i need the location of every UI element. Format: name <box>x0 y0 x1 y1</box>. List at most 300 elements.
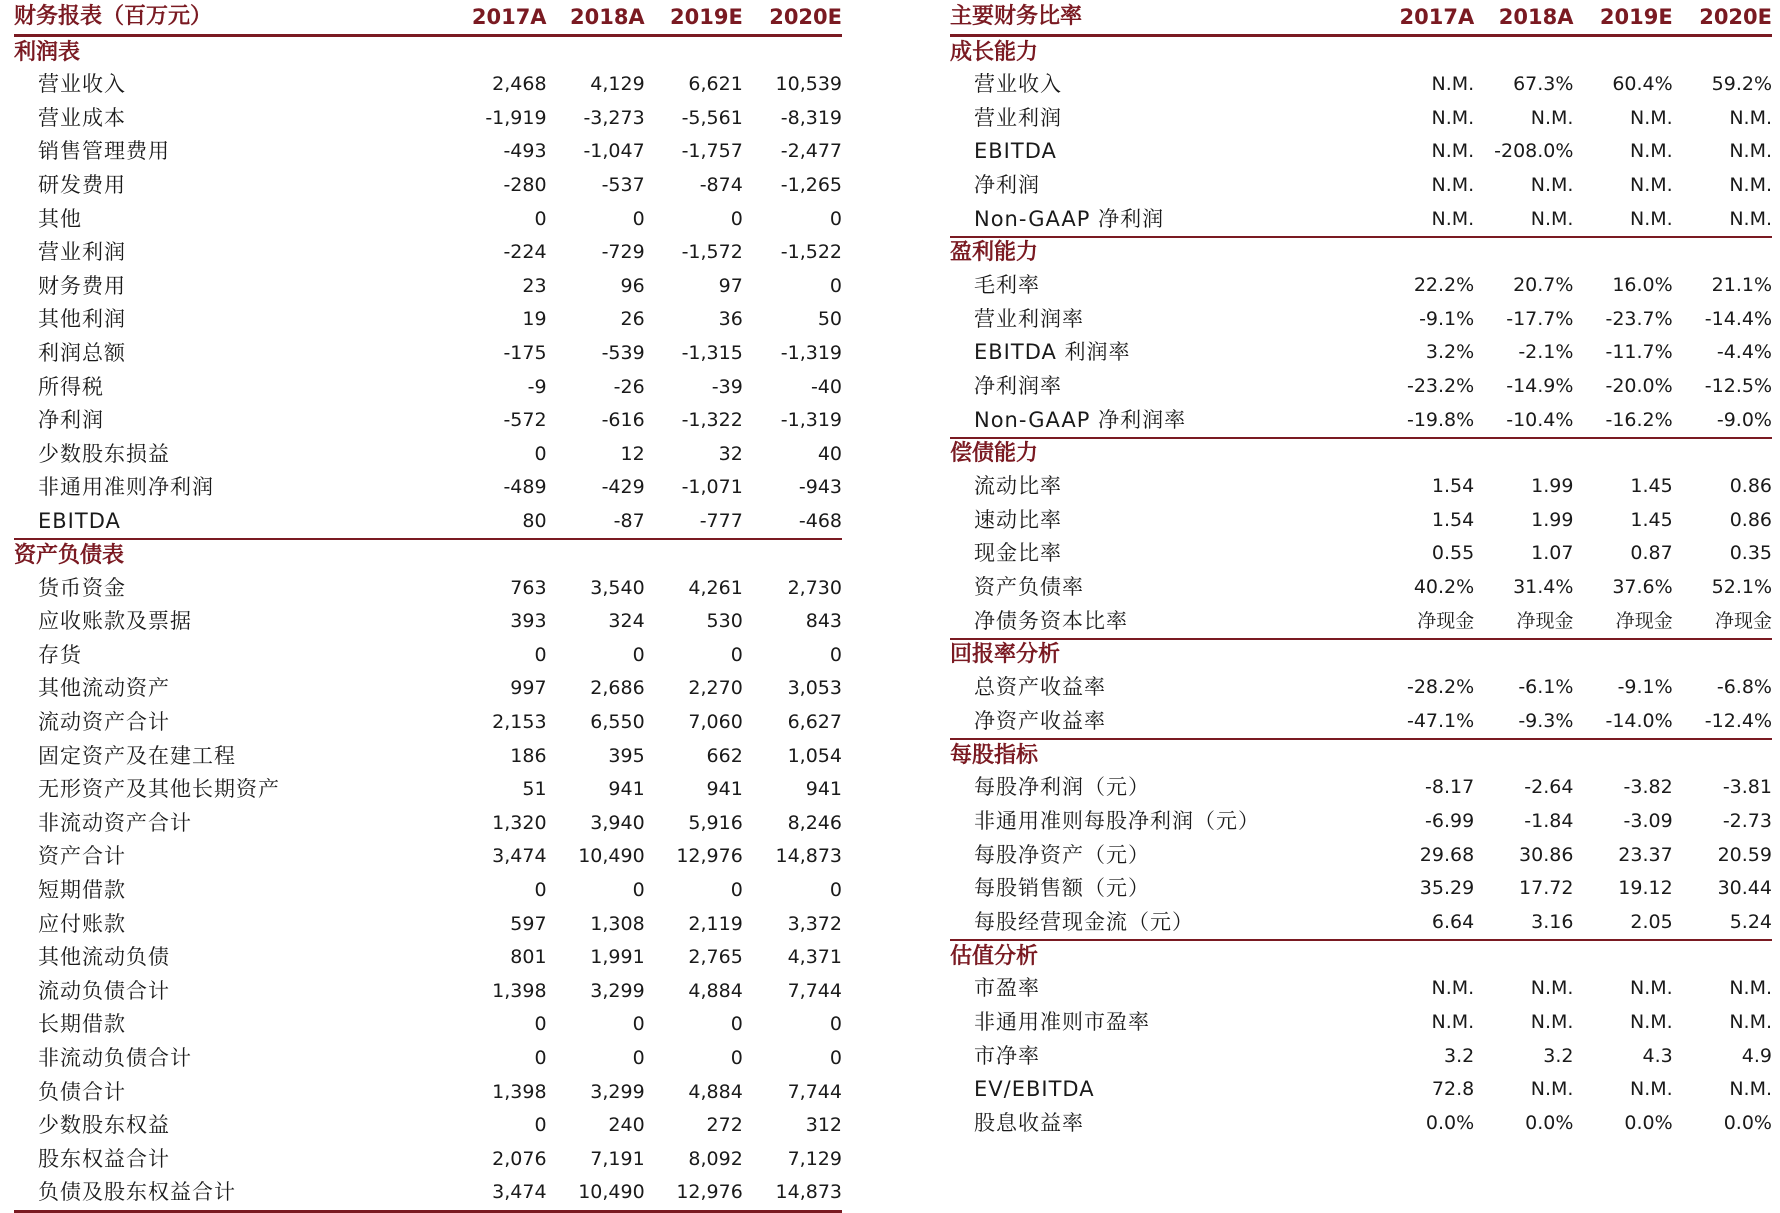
row-label: 其他 <box>38 206 82 231</box>
cell-value: -539 <box>601 342 645 365</box>
cell-value: -777 <box>645 505 743 540</box>
table-row <box>14 773 842 807</box>
cell-value: 4,884 <box>688 1080 743 1103</box>
row-label: 总资产收益率 <box>974 675 1106 700</box>
cell-value: -14.9% <box>1506 375 1574 398</box>
year-header: 2019E <box>645 0 743 36</box>
table-row <box>14 404 842 438</box>
row-label: 负债及股东权益合计 <box>14 1176 443 1211</box>
row-label: 货币资金 <box>38 575 126 600</box>
cell-value: 997 <box>510 677 547 700</box>
table-row <box>14 907 842 941</box>
cell-value: 4,129 <box>590 73 645 96</box>
row-label: 负债合计 <box>38 1079 126 1104</box>
row-label: 少数股东权益 <box>38 1113 170 1138</box>
cell-value: N.M. <box>1431 106 1475 129</box>
cell-value: 4.3 <box>1642 1044 1673 1067</box>
table-row <box>14 236 842 270</box>
cell-value: 2,765 <box>688 946 743 969</box>
table-row <box>14 941 842 975</box>
cell-value: -26 <box>613 375 645 398</box>
cell-value: 80 <box>443 505 546 540</box>
cell-value: 0 <box>534 207 547 230</box>
cell-value: -9 <box>527 375 547 398</box>
cell-value: -1,047 <box>583 140 645 163</box>
table-row <box>14 102 842 136</box>
cell-value: 净现金 <box>1474 604 1573 639</box>
cell-value: -40 <box>810 375 842 398</box>
cell-value: 35.29 <box>1419 877 1475 900</box>
cell-value: 0 <box>534 1013 547 1036</box>
row-label: Non-GAAP 净利润率 <box>950 403 1364 438</box>
cell-value: 12 <box>620 442 645 465</box>
cell-value: 30.44 <box>1717 877 1772 900</box>
section-header-row <box>14 539 842 571</box>
table-row <box>14 135 842 169</box>
financial-statements-title: 财务报表（百万元） <box>14 0 443 36</box>
cell-value: -9.1% <box>1419 307 1475 330</box>
table-row <box>950 1006 1772 1040</box>
row-label: 长期借款 <box>38 1012 126 1037</box>
table-row <box>14 571 842 605</box>
cell-value: 1.99 <box>1531 508 1574 531</box>
cell-value: 1.45 <box>1630 508 1673 531</box>
row-label: 市盈率 <box>974 976 1040 1001</box>
cell-value: N.M. <box>1530 1010 1574 1033</box>
table-row <box>14 438 842 472</box>
cell-value: 0 <box>534 1046 547 1069</box>
table-row <box>950 571 1772 605</box>
cell-value: 净现金 <box>1573 604 1672 639</box>
cell-value: 843 <box>805 610 842 633</box>
cell-value: 4,261 <box>688 576 743 599</box>
section-header-row <box>950 940 1772 972</box>
row-label: 现金比率 <box>974 541 1062 566</box>
cell-value: 60.4% <box>1612 73 1673 96</box>
cell-value: 52.1% <box>1711 576 1772 599</box>
cell-value: N.M. <box>1431 977 1475 1000</box>
row-label: 流动负债合计 <box>38 978 170 1003</box>
table-row <box>950 671 1772 705</box>
cell-value: -729 <box>601 241 645 264</box>
cell-value: -14.0% <box>1573 705 1672 740</box>
table-row <box>950 1039 1772 1073</box>
cell-value: 6,627 <box>787 710 842 733</box>
cell-value: -1,322 <box>681 409 743 432</box>
cell-value: 1.99 <box>1531 475 1574 498</box>
cell-value: 40 <box>817 442 842 465</box>
row-label: 净资产收益率 <box>950 705 1364 740</box>
cell-value: 3,540 <box>590 576 645 599</box>
row-label: EV/EBITDA <box>974 1077 1095 1102</box>
cell-value: N.M. <box>1573 202 1672 237</box>
row-label: 每股净资产（元） <box>974 842 1150 867</box>
row-label: 营业成本 <box>38 105 126 130</box>
table-row <box>14 739 842 773</box>
cell-value: 2,076 <box>492 1147 547 1170</box>
cell-value: -16.2% <box>1573 403 1672 438</box>
row-label: 毛利率 <box>974 273 1040 298</box>
cell-value: N.M. <box>1729 1078 1772 1101</box>
table-row <box>950 838 1772 872</box>
cell-value: -8,319 <box>780 106 842 129</box>
cell-value: 801 <box>510 946 547 969</box>
cell-value: 0 <box>829 207 842 230</box>
cell-value: N.M. <box>1729 977 1772 1000</box>
table-row <box>950 1073 1772 1107</box>
cell-value: 0 <box>829 1046 842 1069</box>
financial-ratios-header-row <box>950 0 1772 36</box>
row-label: 营业利润率 <box>974 306 1084 331</box>
row-label: 资产负债率 <box>974 575 1084 600</box>
cell-value: 941 <box>805 778 842 801</box>
year-header: 2019E <box>1573 0 1672 36</box>
row-label: 所得税 <box>38 374 104 399</box>
row-label: 资产合计 <box>38 844 126 869</box>
table-row <box>14 471 842 505</box>
cell-value: -17.7% <box>1506 307 1574 330</box>
cell-value: -489 <box>503 476 547 499</box>
cell-value: -3.82 <box>1623 776 1673 799</box>
cell-value: 6,550 <box>590 710 645 733</box>
cell-value: N.M. <box>1630 106 1673 129</box>
row-label: 非通用准则每股净利润（元） <box>974 808 1260 833</box>
table-row <box>14 974 842 1008</box>
row-label: 短期借款 <box>38 877 126 902</box>
table-row <box>950 135 1772 169</box>
cell-value: -20.0% <box>1605 375 1673 398</box>
table-row <box>950 102 1772 136</box>
cell-value: 0 <box>730 878 743 901</box>
cell-value: 312 <box>805 1114 842 1137</box>
cell-value: 10,490 <box>578 845 645 868</box>
cell-value: 3.16 <box>1474 905 1573 940</box>
cell-value: 941 <box>608 778 645 801</box>
cell-value: -87 <box>547 505 645 540</box>
cell-value: -12.4% <box>1673 705 1772 740</box>
financial-statements-table <box>14 0 842 1213</box>
cell-value: 2,686 <box>590 677 645 700</box>
cell-value: N.M. <box>1630 1010 1673 1033</box>
financial-statements-panel <box>14 0 842 1213</box>
section-title: 利润表 <box>14 39 81 65</box>
cell-value: 26 <box>620 308 645 331</box>
cell-value: 3,372 <box>787 912 842 935</box>
cell-value: 0.0% <box>1624 1111 1673 1134</box>
cell-value: 37.6% <box>1612 576 1673 599</box>
cell-value: 1.54 <box>1431 508 1475 531</box>
cell-value: N.M. <box>1630 174 1673 197</box>
cell-value: 662 <box>706 744 743 767</box>
row-label: Non-GAAP 净利润 <box>950 202 1364 237</box>
row-label: 应付账款 <box>38 911 126 936</box>
row-label: 无形资产及其他长期资产 <box>38 777 280 802</box>
cell-value: -10.4% <box>1474 403 1573 438</box>
cell-value: N.M. <box>1364 202 1475 237</box>
section-title: 回报率分析 <box>950 642 1061 668</box>
cell-value: -1,319 <box>780 409 842 432</box>
cell-value: 30.86 <box>1519 843 1574 866</box>
cell-value: 0.0% <box>1425 1111 1475 1134</box>
table-row <box>950 269 1772 303</box>
cell-value: 2,270 <box>688 677 743 700</box>
table-row <box>14 505 842 540</box>
cell-value: 20.59 <box>1717 843 1772 866</box>
table-row <box>14 1176 842 1211</box>
cell-value: 5.24 <box>1673 905 1772 940</box>
cell-value: 3.2 <box>1443 1044 1475 1067</box>
cell-value: -429 <box>601 476 645 499</box>
table-row <box>950 705 1772 740</box>
cell-value: N.M. <box>1729 106 1772 129</box>
cell-value: 941 <box>706 778 743 801</box>
cell-value: 12,976 <box>676 845 743 868</box>
row-label: 净债务资本比率 <box>950 604 1364 639</box>
cell-value: -14.4% <box>1704 307 1772 330</box>
cell-value: 1,308 <box>590 912 645 935</box>
year-header: 2017A <box>443 0 546 36</box>
table-row <box>950 403 1772 438</box>
cell-value: 0 <box>730 1046 743 1069</box>
section-title: 盈利能力 <box>950 240 1039 266</box>
cell-value: 3,474 <box>492 845 547 868</box>
table-row <box>14 169 842 203</box>
cell-value: 0 <box>730 207 743 230</box>
row-label: 其他利润 <box>38 307 126 332</box>
table-row <box>950 1106 1772 1140</box>
cell-value: -23.7% <box>1605 307 1673 330</box>
table-row <box>14 706 842 740</box>
cell-value: N.M. <box>1530 174 1574 197</box>
cell-value: N.M. <box>1729 140 1772 163</box>
cell-value: -1,315 <box>681 342 743 365</box>
cell-value: -2.64 <box>1524 776 1574 799</box>
cell-value: -537 <box>601 174 645 197</box>
year-header: 2018A <box>1474 0 1573 36</box>
cell-value: 19.12 <box>1618 877 1673 900</box>
row-label: EBITDA <box>14 505 443 540</box>
cell-value: 0.55 <box>1431 542 1475 565</box>
row-label: EBITDA <box>974 139 1057 164</box>
cell-value: 2,468 <box>492 73 547 96</box>
cell-value: 324 <box>608 610 645 633</box>
year-header: 2020E <box>1673 0 1772 36</box>
cell-value: -6.99 <box>1425 809 1475 832</box>
cell-value: -1.84 <box>1524 809 1574 832</box>
cell-value: 19 <box>522 308 547 331</box>
cell-value: 36 <box>718 308 743 331</box>
cell-value: -9.3% <box>1474 705 1573 740</box>
table-row <box>950 169 1772 203</box>
cell-value: N.M. <box>1431 140 1475 163</box>
cell-value: 14,873 <box>743 1176 842 1211</box>
cell-value: 17.72 <box>1519 877 1574 900</box>
cell-value: 1,054 <box>787 744 842 767</box>
cell-value: 395 <box>608 744 645 767</box>
cell-value: 240 <box>608 1114 645 1137</box>
cell-value: 3,299 <box>590 979 645 1002</box>
cell-value: 6.64 <box>1364 905 1475 940</box>
cell-value: -1,572 <box>681 241 743 264</box>
cell-value: -3,273 <box>583 106 645 129</box>
cell-value: -2.1% <box>1518 341 1574 364</box>
cell-value: 0 <box>829 274 842 297</box>
cell-value: 7,744 <box>787 1080 842 1103</box>
row-label: 非流动负债合计 <box>38 1045 192 1070</box>
cell-value: -3.09 <box>1623 809 1673 832</box>
table-row <box>14 1008 842 1042</box>
table-row <box>14 1142 842 1176</box>
cell-value: -9.1% <box>1617 676 1673 699</box>
table-row <box>950 537 1772 571</box>
cell-value: 7,129 <box>787 1147 842 1170</box>
table-row <box>14 68 842 102</box>
table-row <box>950 303 1772 337</box>
cell-value: -1,319 <box>780 342 842 365</box>
table-row <box>14 806 842 840</box>
cell-value: -19.8% <box>1364 403 1475 438</box>
table-row <box>14 370 842 404</box>
cell-value: -12.5% <box>1704 375 1772 398</box>
cell-value: 0.87 <box>1630 542 1673 565</box>
cell-value: 7,191 <box>590 1147 645 1170</box>
year-header: 2018A <box>547 0 645 36</box>
cell-value: -280 <box>503 174 547 197</box>
row-label: 利润总额 <box>38 341 126 366</box>
section-title: 每股指标 <box>950 742 1039 768</box>
cell-value: -1,919 <box>485 106 547 129</box>
cell-value: -47.1% <box>1364 705 1475 740</box>
cell-value: 2,153 <box>492 710 547 733</box>
cell-value: 16.0% <box>1612 274 1673 297</box>
row-label: 研发费用 <box>38 173 126 198</box>
row-label: 净利润 <box>38 408 104 433</box>
row-label: 存货 <box>38 642 82 667</box>
table-row <box>14 874 842 908</box>
row-label: 销售管理费用 <box>38 139 170 164</box>
financial-ratios-table <box>950 0 1772 1140</box>
cell-value: 8,246 <box>787 811 842 834</box>
cell-value: 0 <box>632 878 645 901</box>
row-label: 净利润 <box>974 173 1040 198</box>
cell-value: 7,744 <box>787 979 842 1002</box>
table-row <box>950 470 1772 504</box>
cell-value: -6.8% <box>1716 676 1772 699</box>
cell-value: 0 <box>534 442 547 465</box>
cell-value: -943 <box>798 476 842 499</box>
cell-value: 0 <box>829 1013 842 1036</box>
table-row <box>950 604 1772 639</box>
cell-value: N.M. <box>1630 977 1673 1000</box>
cell-value: N.M. <box>1530 977 1574 1000</box>
row-label: 少数股东损益 <box>38 441 170 466</box>
cell-value: 10,490 <box>547 1176 645 1211</box>
cell-value: 0 <box>632 207 645 230</box>
cell-value: 0 <box>829 878 842 901</box>
cell-value: 3,299 <box>590 1080 645 1103</box>
cell-value: -3.81 <box>1722 776 1772 799</box>
cell-value: 2,730 <box>787 576 842 599</box>
cell-value: 4.9 <box>1741 1044 1772 1067</box>
cell-value: 4,884 <box>688 979 743 1002</box>
section-header-row <box>950 36 1772 69</box>
cell-value: -5,561 <box>681 106 743 129</box>
table-row <box>14 639 842 673</box>
row-label: 其他流动负债 <box>38 945 170 970</box>
cell-value: -11.7% <box>1605 341 1673 364</box>
cell-value: 6,621 <box>688 73 743 96</box>
cell-value: 4,371 <box>787 946 842 969</box>
cell-value: -6.1% <box>1518 676 1574 699</box>
cell-value: 0 <box>534 643 547 666</box>
cell-value: 1,398 <box>492 979 547 1002</box>
row-label: 股东权益合计 <box>38 1146 170 1171</box>
row-label: 固定资产及在建工程 <box>38 743 236 768</box>
cell-value: N.M. <box>1530 106 1574 129</box>
cell-value: -8.17 <box>1425 776 1475 799</box>
cell-value: 0.86 <box>1729 508 1772 531</box>
cell-value: -23.2% <box>1406 375 1475 398</box>
cell-value: 1,320 <box>492 811 547 834</box>
cell-value: 0 <box>534 1114 547 1137</box>
table-row <box>14 1109 842 1143</box>
section-header-row <box>950 237 1772 269</box>
cell-value: -616 <box>601 409 645 432</box>
table-row <box>14 672 842 706</box>
section-header-row <box>950 438 1772 470</box>
cell-value: 1,398 <box>492 1080 547 1103</box>
cell-value: 8,092 <box>688 1147 743 1170</box>
cell-value: 50 <box>817 308 842 331</box>
cell-value: 21.1% <box>1711 274 1772 297</box>
financial-ratios-panel <box>950 0 1772 1140</box>
cell-value: -468 <box>743 505 842 540</box>
cell-value: 0.0% <box>1525 1111 1574 1134</box>
cell-value: 2.05 <box>1573 905 1672 940</box>
cell-value: 59.2% <box>1711 73 1772 96</box>
cell-value: 31.4% <box>1513 576 1574 599</box>
cell-value: 96 <box>620 274 645 297</box>
cell-value: 净现金 <box>1673 604 1772 639</box>
cell-value: 1.45 <box>1630 475 1673 498</box>
cell-value: 29.68 <box>1419 843 1475 866</box>
cell-value: 272 <box>706 1114 743 1137</box>
table-row <box>950 771 1772 805</box>
row-label: 流动比率 <box>974 474 1062 499</box>
cell-value: 23.37 <box>1618 843 1673 866</box>
cell-value: N.M. <box>1474 202 1573 237</box>
cell-value: -9.0% <box>1673 403 1772 438</box>
cell-value: 3.2% <box>1425 341 1475 364</box>
table-row <box>950 905 1772 940</box>
cell-value: -1,757 <box>681 140 743 163</box>
cell-value: 0 <box>829 643 842 666</box>
row-label: 财务费用 <box>38 273 126 298</box>
table-row <box>950 68 1772 102</box>
section-title: 估值分析 <box>950 943 1039 969</box>
cell-value: 3.2 <box>1543 1044 1574 1067</box>
cell-value: 186 <box>510 744 547 767</box>
table-row <box>950 972 1772 1006</box>
cell-value: 40.2% <box>1413 576 1475 599</box>
table-row <box>14 202 842 236</box>
cell-value: N.M. <box>1630 140 1673 163</box>
cell-value: 0 <box>730 1013 743 1036</box>
row-label: 每股经营现金流（元） <box>950 905 1364 940</box>
row-label: 净利润率 <box>974 374 1062 399</box>
cell-value: 1.07 <box>1531 542 1574 565</box>
cell-value: N.M. <box>1630 1078 1673 1101</box>
